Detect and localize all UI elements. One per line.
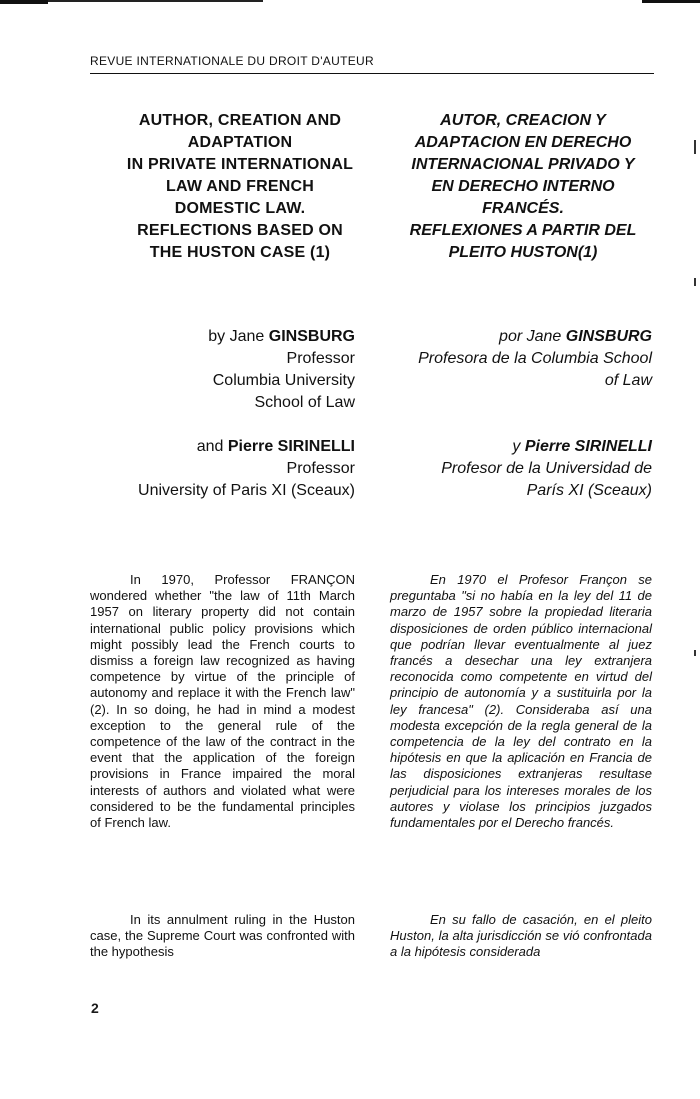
author-prefix: and [196, 438, 228, 455]
scan-edge-mark [48, 0, 263, 2]
author-ginsburg-english [90, 326, 355, 414]
paragraph-text: En 1970 el Profesor Françon se preguntaba "si no había en la ley del 11 de marzo de 1957 sobre la propiedad literaria disposiciones de orden público internacional que podrían llevar eventualmente al juez francés a desechar una ley extranjera reconocida como competente en virtud del principio de autonomía y a sustituirla por la ley francesa" (2). Consideraba así una modesta excepción de la regla general de la competencia de la ley del contrato en la hipótesis en que la aplicación en Francia de las disposiciones extranjeras resultase perjudicial para los intereses morales de los autores y violase los principios juzgados fundamentales por el Derecho francés. [390, 572, 652, 831]
title-spanish: AUTOR, CREACION Y ADAPTACION EN DERECHO INTERNACIONAL PRIVADO Y EN DERECHO INTERNO FRANCÉS. REFLEXIONES A PARTIR DEL PLEITO HUSTON(1) [409, 112, 637, 261]
author-affiliation: Profesora de la Columbia School of Law [418, 350, 652, 389]
author-sirinelli-spanish [380, 436, 652, 502]
paragraph-text: En su fallo de casación, en el pleito Huston, la alta jurisdicción se vió confrontada a la hipótesis considerada [390, 912, 652, 960]
author-name: Pierre SIRINELLI [524, 438, 652, 455]
paragraph-2-spanish [390, 912, 652, 961]
paragraph-text: In its annulment ruling in the Huston case, the Supreme Court was confronted with the hypothesis [90, 912, 355, 960]
author-prefix: y [512, 438, 525, 455]
scan-edge-mark [694, 140, 696, 154]
author-name: GINSBURG [565, 328, 652, 345]
paragraph-2-english [90, 912, 355, 961]
author-affiliation: Professor University of Paris XI (Sceaux) [138, 460, 355, 499]
running-head: REVUE INTERNATIONALE DU DROIT D'AUTEUR [90, 54, 654, 74]
author-name: GINSBURG [268, 328, 355, 345]
author-ginsburg-spanish [380, 326, 652, 392]
scan-edge-mark [694, 650, 696, 656]
author-affiliation: Professor Columbia University School of Law [212, 350, 355, 411]
author-prefix: by Jane [208, 328, 269, 345]
paragraph-1-spanish [390, 572, 652, 831]
page-number: 2 [91, 1000, 99, 1016]
paragraph-1-english [90, 572, 355, 831]
scan-edge-mark [0, 0, 48, 4]
paragraph-text: In 1970, Professor FRANÇON wondered whether "the law of 11th March 1957 on literary property did not contain international public policy provisions which might possibly lead the French courts to dismiss a foreign law recognized as having competence by virtue of the principle of autonomy and replace it with the French law" (2). In so doing, he had in mind a modest exception to the general rule of the competence of the law of the contract in the event that the application of the foreign provisions in France impaired the moral interests of authors and violated what were considered to be the fundamental principles of French law. [90, 572, 355, 831]
author-prefix: por Jane [499, 328, 566, 345]
scan-edge-mark [694, 278, 696, 286]
author-name: Pierre SIRINELLI [227, 438, 355, 455]
scan-edge-mark [642, 0, 700, 3]
author-affiliation: Profesor de la Universidad de París XI (Sceaux) [441, 460, 652, 499]
author-sirinelli-english [90, 436, 355, 502]
title-english: AUTHOR, CREATION AND ADAPTATION IN PRIVATE INTERNATIONAL LAW AND FRENCH DOMESTIC LAW. REFLECTIONS BASED ON THE HUSTON CASE (1) [126, 112, 354, 261]
